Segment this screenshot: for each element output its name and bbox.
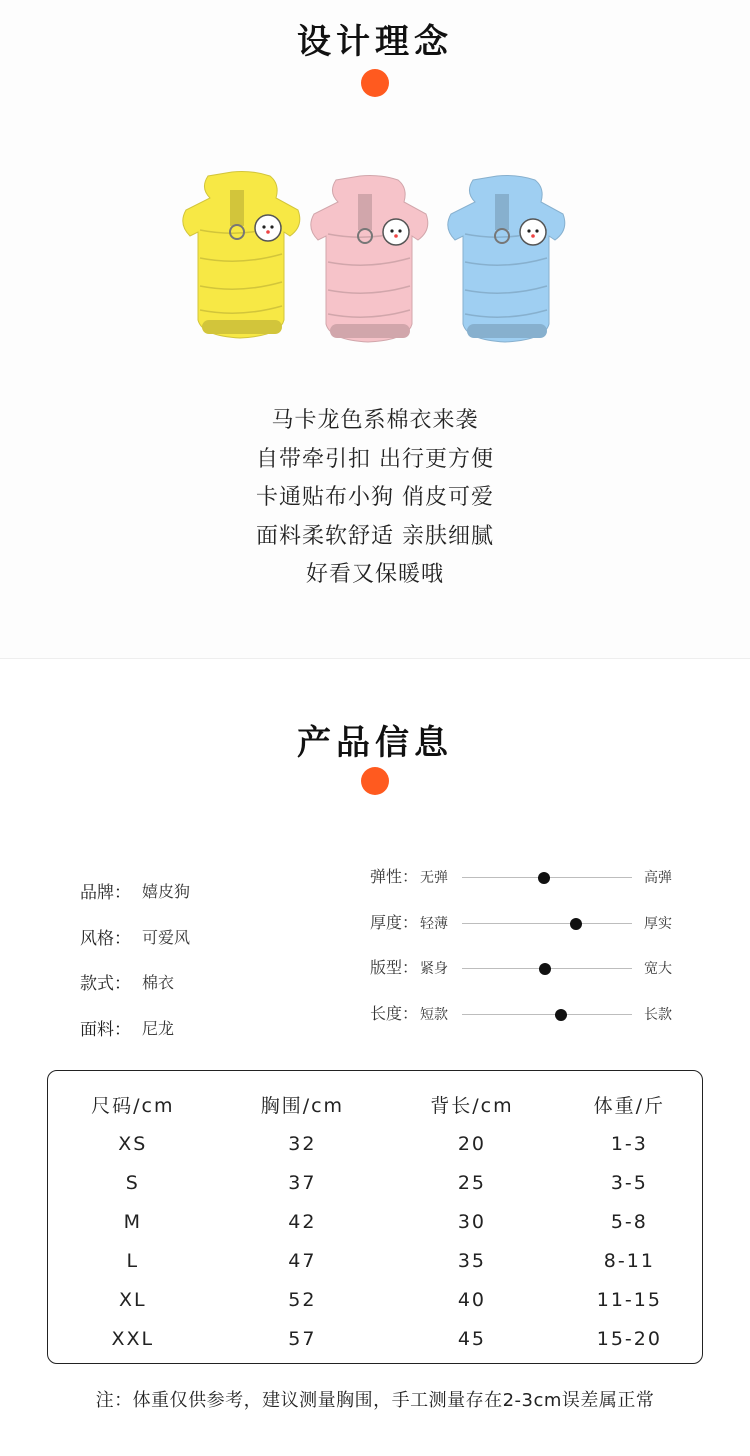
- slogan-line: 卡通贴布小狗 俏皮可爱: [256, 485, 494, 510]
- jackets-illustration: [170, 160, 590, 350]
- scale-row-fit: [370, 957, 690, 1003]
- header-back-length: 背长/cm: [430, 1095, 514, 1117]
- cell-size: XL: [118, 1288, 147, 1311]
- scale-row-thickness: [370, 912, 690, 958]
- cell-back-length: 40: [457, 1288, 487, 1311]
- spec-label: 品牌：: [80, 883, 131, 904]
- cell-back-length: 30: [457, 1210, 487, 1233]
- scale-marker: [538, 872, 550, 884]
- cell-weight: 15-20: [596, 1327, 662, 1350]
- scale-label: 厚度：: [370, 912, 419, 932]
- cell-chest: 42: [288, 1210, 317, 1233]
- product-image: [170, 160, 590, 350]
- cell-weight: 8-11: [603, 1249, 655, 1272]
- spec-value: 棉衣: [142, 973, 175, 993]
- spec-row-fabric: [80, 1005, 330, 1051]
- table-row: [48, 1319, 702, 1358]
- scale-track: [462, 1014, 632, 1015]
- scale-label: 版型：: [370, 958, 419, 977]
- cell-chest: 57: [288, 1327, 317, 1350]
- design-title: 设计理念: [297, 22, 453, 62]
- scale-list: [370, 866, 690, 1048]
- design-accent-dot: [361, 69, 389, 97]
- cell-back-length: 35: [457, 1249, 487, 1272]
- table-row: [48, 1202, 702, 1241]
- cell-back-length: 20: [457, 1132, 487, 1155]
- scale-label: 弹性：: [370, 867, 419, 886]
- scale-max-label: 厚实: [644, 915, 672, 932]
- cell-chest: 52: [288, 1288, 317, 1311]
- table-row: [48, 1124, 702, 1163]
- cell-chest: 47: [288, 1249, 317, 1272]
- spec-value: 尼龙: [142, 1018, 175, 1038]
- cell-size: XXL: [111, 1327, 155, 1350]
- cell-weight: 11-15: [596, 1288, 662, 1311]
- jacket-3: [448, 176, 565, 343]
- slogan-line: 自带牵引扣 出行更方便: [256, 446, 494, 472]
- spec-label: 款式：: [80, 974, 131, 995]
- cell-size: M: [123, 1210, 142, 1233]
- scale-max-label: 长款: [644, 1006, 672, 1023]
- scale-row-length: [370, 1003, 690, 1049]
- cell-chest: 37: [288, 1171, 317, 1194]
- spec-value: 嬉皮狗: [142, 882, 191, 902]
- spec-row-style: [80, 914, 330, 960]
- table-row: [48, 1241, 702, 1280]
- slogan-line: 面料柔软舒适 亲肤细腻: [256, 523, 494, 549]
- cell-size: S: [125, 1171, 140, 1194]
- size-note: 注：体重仅供参考，建议测量胸围，手工测量存在2-3cm误差属正常: [95, 1390, 655, 1411]
- spec-label: 风格：: [80, 928, 131, 949]
- spec-value: 可爱风: [142, 927, 191, 947]
- slogan-list: [0, 402, 750, 595]
- scale-max-label: 高弹: [644, 870, 672, 886]
- scale-label: 长度：: [370, 1003, 419, 1023]
- slogan-line: 马卡龙色系棉衣来袭: [271, 408, 479, 433]
- cell-weight: 1-3: [610, 1132, 648, 1155]
- scale-track: [462, 923, 632, 924]
- info-accent-dot: [361, 767, 389, 795]
- size-chart: [47, 1070, 703, 1364]
- scale-min-label: 轻薄: [420, 915, 448, 932]
- size-table: [48, 1085, 702, 1358]
- slogan-line: 好看又保暖哦: [305, 562, 444, 587]
- spec-row-type: [80, 959, 330, 1005]
- table-row: [48, 1163, 702, 1202]
- cell-size: L: [126, 1249, 140, 1272]
- cell-chest: 32: [288, 1132, 317, 1155]
- table-row: [48, 1280, 702, 1319]
- scale-max-label: 宽大: [644, 961, 672, 977]
- header-weight: 体重/斤: [593, 1095, 666, 1117]
- cell-weight: 3-5: [610, 1171, 648, 1194]
- cell-back-length: 25: [457, 1171, 487, 1194]
- scale-row-elasticity: [370, 866, 690, 912]
- scale-marker: [570, 918, 582, 930]
- cell-back-length: 45: [457, 1327, 487, 1350]
- cell-weight: 5-8: [610, 1210, 648, 1233]
- info-title: 产品信息: [297, 723, 453, 763]
- cell-size: XS: [118, 1132, 148, 1155]
- header-chest: 胸围/cm: [260, 1095, 345, 1117]
- spec-label: 面料：: [80, 1019, 131, 1040]
- scale-min-label: 短款: [420, 1006, 448, 1023]
- section-divider: [0, 658, 750, 659]
- spec-list: [80, 868, 330, 1050]
- spec-row-brand: [80, 868, 330, 914]
- scale-min-label: 无弹: [420, 870, 448, 886]
- jacket-1: [183, 172, 300, 339]
- size-table-header: [48, 1085, 702, 1124]
- scale-min-label: 紧身: [420, 961, 448, 977]
- scale-marker: [539, 963, 551, 975]
- header-size: 尺码/cm: [91, 1095, 175, 1117]
- jacket-2: [311, 176, 428, 343]
- scale-marker: [555, 1009, 567, 1021]
